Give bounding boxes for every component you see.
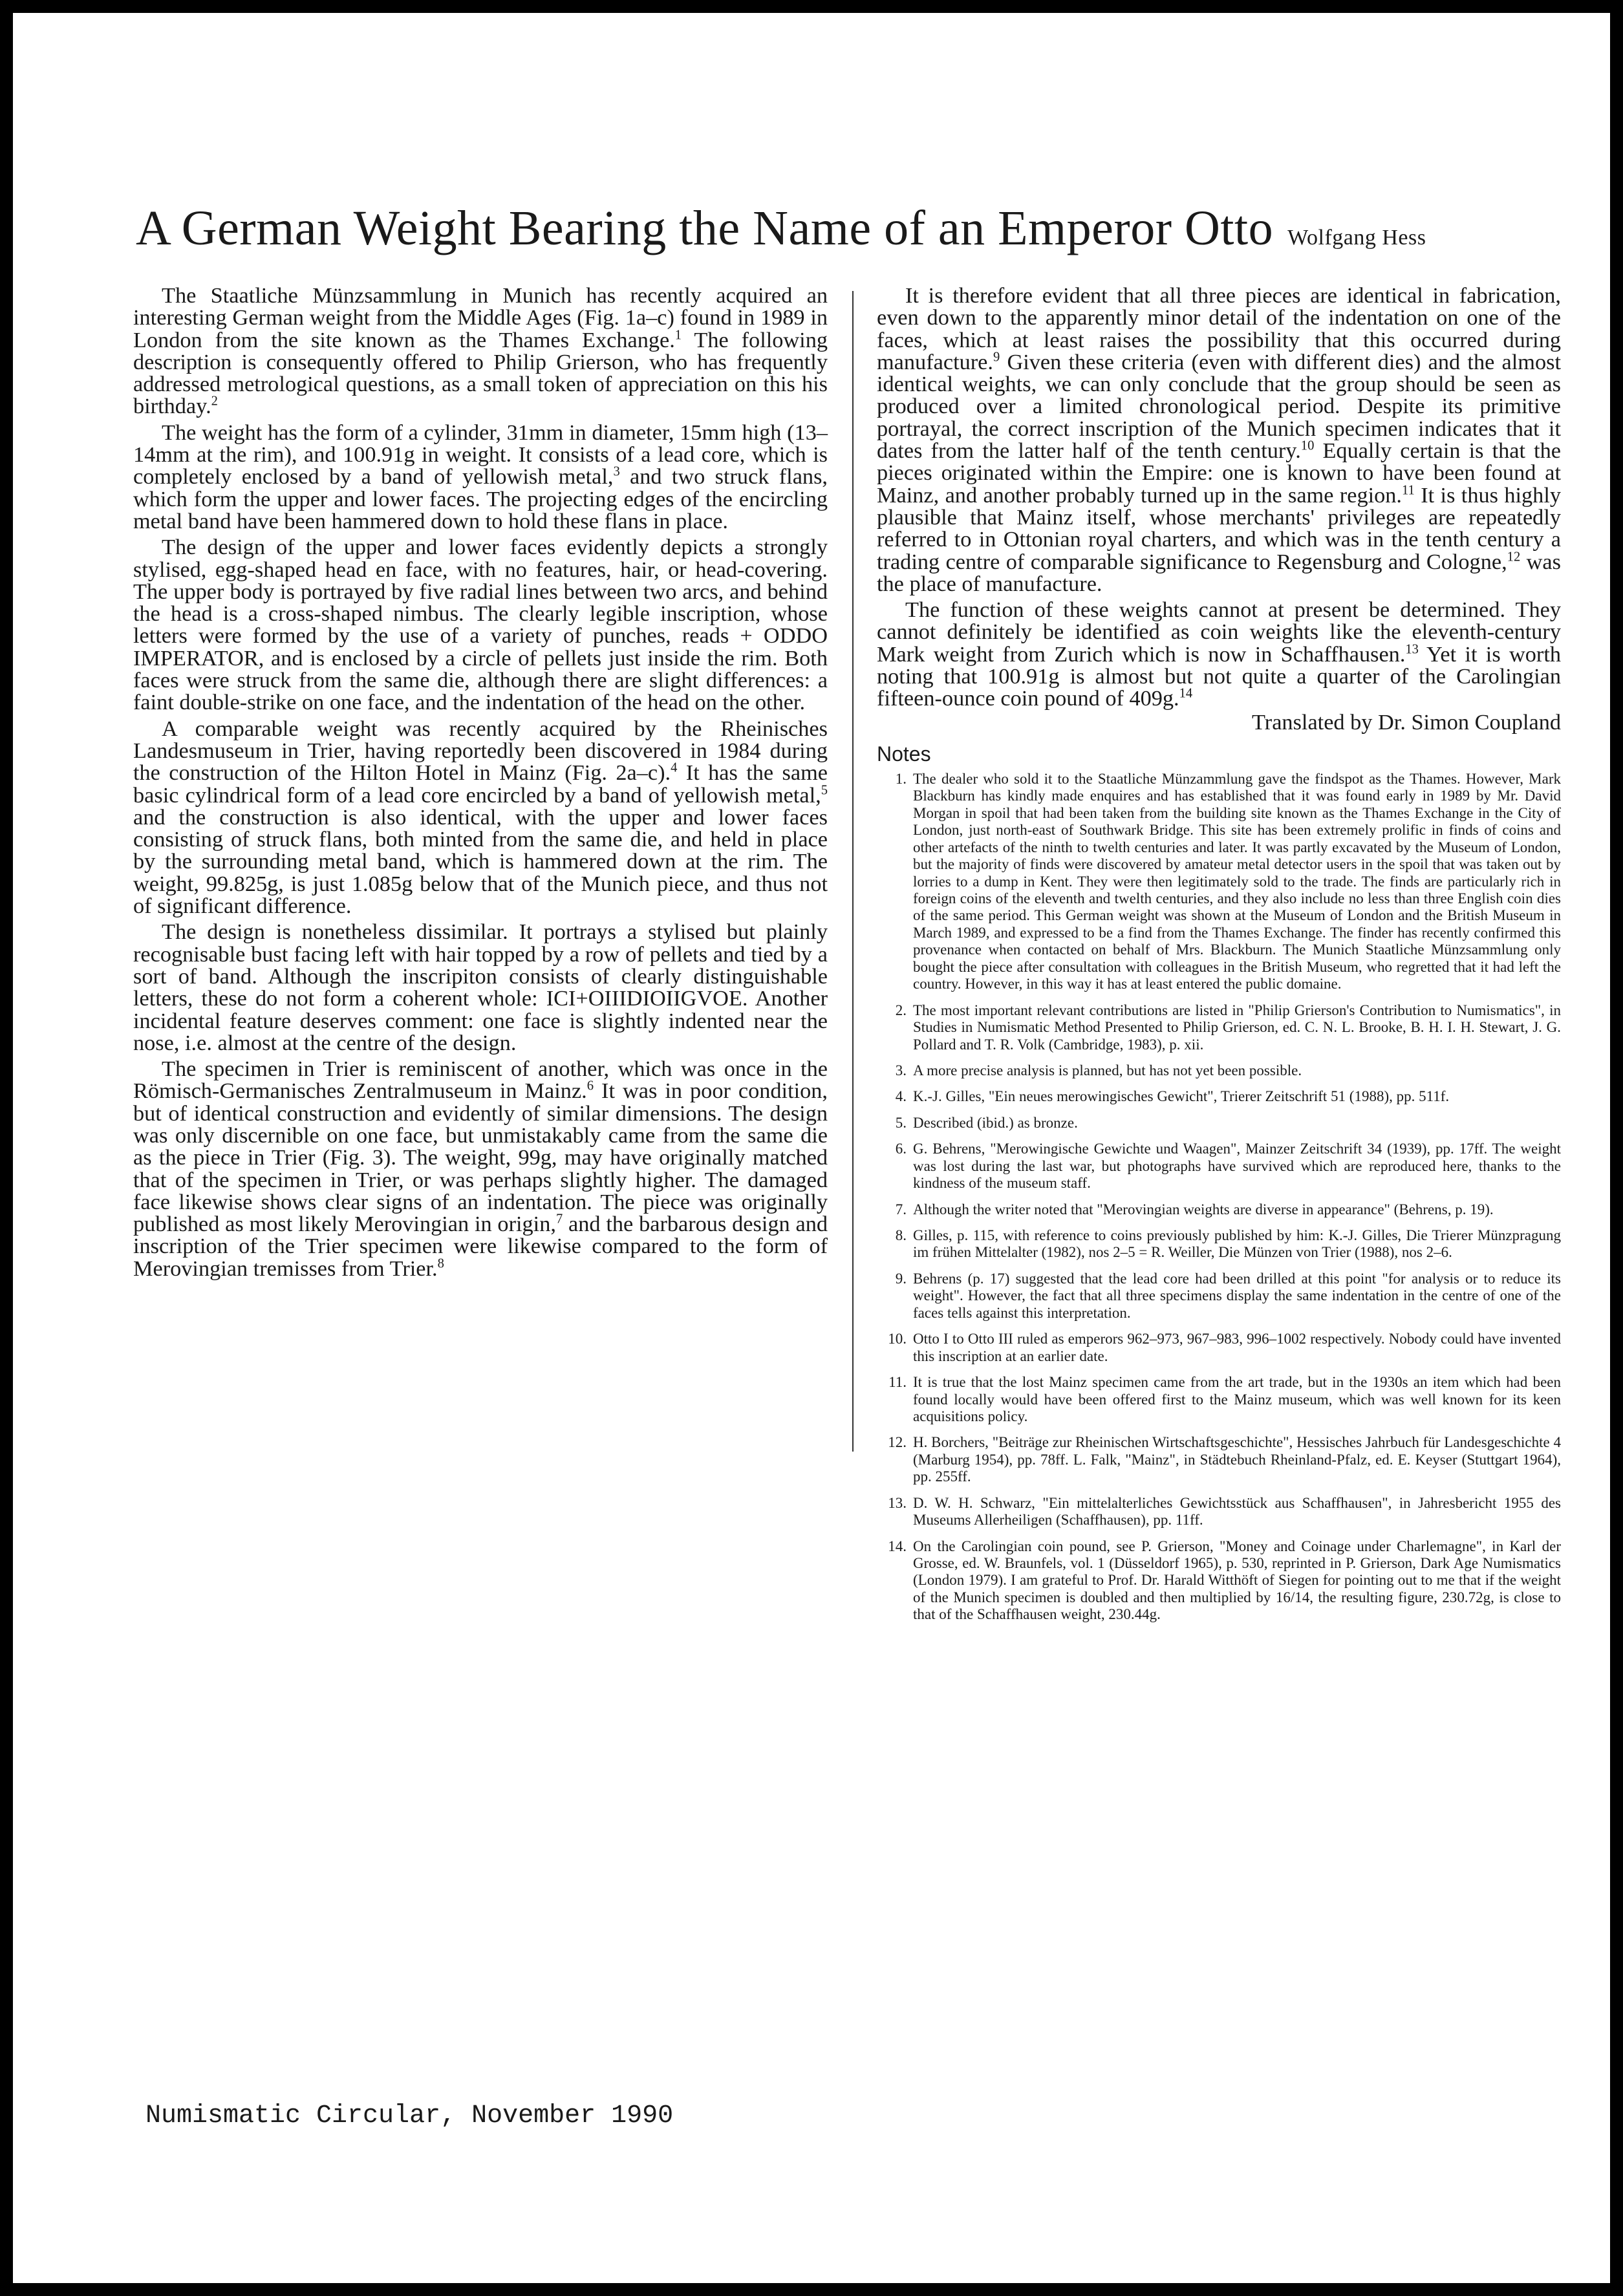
note-number: 11. xyxy=(888,1374,907,1391)
body-paragraph xyxy=(133,422,828,532)
note-number: 4. xyxy=(895,1088,907,1105)
footnote-ref: 4 xyxy=(671,760,678,775)
article-title: A German Weight Bearing the Name of an Emperor Otto xyxy=(136,201,1274,255)
note-number: 10. xyxy=(888,1331,907,1347)
note-item xyxy=(877,1201,1561,1218)
note-text: The dealer who sold it to the Staatliche Münzammlung gave the findspot as the Thames. However, Mark Blackburn has kindly made enquires and has established that it was found early in 1989 by Mr. David Morgan in spoil that had been taken from the building site known as the Thames Exchange in the City of London, just north-east of Southwark Bridge. This site has been extremely prolific in finds of coins and other artefacts of the ninth to twelth centuries and later. It was partly excavated by the Museum of London, but the majority of finds were discovered by amateur metal detector users in the spoil that was taken out by lorries to a dump in Kent. They were then legitimately sold to the trade. The finds are particularly rich in foreign coins of the eleventh and twelth centuries, and they also include no less than three English coin dies of the same period. This German weight was shown at the Museum of London and the British Museum in March 1989, and expressed to be a find from the Thames Exchange. The finder has recently confirmed this provenance when contacted on behalf of Mrs. Blackburn. The Munich Staatliche Münzsammlung only bought the piece after consultation with colleagues in the British Museum, who regretted that it had left the country. However, in this way it has at least entered the public domaine. xyxy=(913,770,1561,992)
column-divider xyxy=(852,291,854,1452)
note-text: D. W. H. Schwarz, "Ein mittelalterliches Gewichtsstück aus Schaffhausen", in Jahresbericht 1955 des Museums Allerheiligen (Schaffhausen), pp. 11ff. xyxy=(913,1494,1561,1529)
paragraph-text: and two struck flans, which form the upper and lower faces. The projecting edges of the encircling metal band have been hammered down to hold these flans in place. xyxy=(133,464,828,533)
paragraph-text: was the place of manufacture. xyxy=(877,549,1561,596)
publication-footer: Numismatic Circular, November 1990 xyxy=(145,2101,674,2130)
footnote-ref: 1 xyxy=(674,328,682,343)
notes-heading: Notes xyxy=(877,742,931,766)
footnote-ref: 10 xyxy=(1300,438,1315,453)
author-name: Wolfgang Hess xyxy=(1287,226,1426,250)
footnote-ref: 13 xyxy=(1405,642,1419,657)
paragraph-text: The design of the upper and lower faces evidently depicts a strongly stylised, egg-shaped head en face, with no features, hair, or head-covering. The upper body is portrayed by five radial lines between two arcs, and behind the head is a cross-shaped nimbus. The clearly legible inscription, whose letters were formed by the use of a variety of punches, reads + ODDO IMPERATOR, and is enclosed by a circle of pellets just inside the rim. Both faces were struck from the same die, although there are slight differences: a faint double-strike on one face, and the indentation of the head on the other. xyxy=(133,535,828,715)
note-number: 2. xyxy=(895,1002,907,1018)
paragraph-text: It has the same basic cylindrical form of a lead core encircled by a band of yellowish metal, xyxy=(133,760,828,808)
paragraph-text: The function of these weights cannot at present be determined. They cannot definitely be identified as coin weights like the eleventh-century Mark weight from Zurich which is now in Schaffhausen. xyxy=(877,597,1561,667)
paragraph-text: A comparable weight was recently acquired by the Rheinisches Landesmuseum in Trier, having reportedly been discovered in 1984 during the construction of the Hilton Hotel in Mainz (Fig. 2a–c). xyxy=(133,716,828,786)
note-text: Gilles, p. 115, with reference to coins previously published by him: K.-J. Gilles, Die Trierer Münzpragung im frühen Mittelalter (1982), nos 2–5 = R. Weiller, Die Münzen von Trier (1988), nos 2–6. xyxy=(913,1227,1561,1261)
paragraph-text: The specimen in Trier is reminiscent of another, which was once in the Römisch-Germanisches Zentralmuseum in Mainz. xyxy=(133,1057,828,1104)
paragraph-text: The design is nonetheless dissimilar. It portrays a stylised but plainly recognisable bust facing left with hair topped by a row of pellets and tied by a sort of band. Although the inscripiton consists of clearly distinguishable letters, these do not form a coherent whole: ICI+OIIIDIOIIGVOE. Another incidental feature deserves comment: one face is slightly indented near the nose, i.e. almost at the centre of the design. xyxy=(133,919,828,1055)
note-item xyxy=(877,1271,1561,1322)
note-item xyxy=(877,1115,1561,1132)
body-paragraph xyxy=(133,718,828,917)
paragraph-text: Given these criteria (even with different dies) and the almost identical weights, we can only conclude that the group should be seen as produced over a limited chronological period. Despite its primitive portrayal, the correct inscription of the Munich specimen indicates that it dates from the latter half of the tenth century. xyxy=(877,349,1561,464)
left-column xyxy=(133,284,828,1280)
paragraph-text: Yet it is worth noting that 100.91g is almost but not quite a quarter of the Carolingian fifteen-ounce coin pound of 409g. xyxy=(877,641,1561,711)
translator-credit: Translated by Dr. Simon Coupland xyxy=(1252,709,1561,735)
right-column xyxy=(877,284,1561,1633)
note-number: 7. xyxy=(895,1201,907,1218)
note-number: 12. xyxy=(888,1434,907,1451)
note-text: Behrens (p. 17) suggested that the lead core had been drilled at this point "for analysis or to reduce its weight". However, the fact that all three specimens display the same indentation in the centre of one of the faces tells against this interpretation. xyxy=(913,1270,1561,1321)
footnote-ref: 7 xyxy=(555,1212,563,1227)
note-item xyxy=(877,1331,1561,1365)
note-item xyxy=(877,771,1561,993)
note-text: On the Carolingian coin pound, see P. Grierson, "Money and Coinage under Charlemagne", in Karl der Grosse, ed. W. Braunfels, vol. 1 (Düsseldorf 1965), p. 530, reprinted in P. Grierson, Dark Age Numismatics (London 1979). I am grateful to Prof. Dr. Harald Witthöft of Siegen for pointing out to me that if the weight of the Munich specimen is doubled and then multiplied by 16/14, the resulting figure, 230.72g, is close to that of the Schaffhausen weight, 230.44g. xyxy=(913,1538,1561,1623)
body-paragraph xyxy=(877,599,1561,709)
note-text: The most important relevant contributions are listed in "Philip Grierson's Contribution to Numismatics", in Studies in Numismatic Method Presented to Philip Grierson, ed. C. N. L. Brooke, B. H. I. H. Stewart, J. G. Pollard and T. R. Volk (Cambridge, 1983), p. xii. xyxy=(913,1002,1561,1053)
note-text: Otto I to Otto III ruled as emperors 962–973, 967–983, 996–1002 respectively. Nobody could have invented this inscription at an earlier date. xyxy=(913,1331,1561,1364)
paragraph-text: It is thus highly plausible that Mainz itself, whose merchants' privileges are repeatedly referred to in Ottonian royal charters, and which was in the tenth century a trading centre of comparable significance to Regensburg and Cologne, xyxy=(877,482,1561,574)
note-text: H. Borchers, "Beiträge zur Rheinischen Wirtschaftsgeschichte", Hessisches Jahrbuch für Landesgeschichte 4 (Marburg 1954), pp. 78ff. L. Falk, "Mainz", in Städtebuch Rheinland-Pfalz, ed. E. Keyser (Stuttgart 1964), pp. 255ff. xyxy=(913,1434,1561,1485)
body-paragraph xyxy=(133,284,828,418)
note-item xyxy=(877,1002,1561,1053)
note-text: Although the writer noted that "Merovingian weights are diverse in appearance" (Behrens, p. 19). xyxy=(913,1201,1494,1218)
footnote-ref: 5 xyxy=(821,783,828,798)
right-body-text xyxy=(877,284,1561,710)
note-number: 8. xyxy=(895,1227,907,1243)
note-item xyxy=(877,1062,1561,1079)
footnote-ref: 3 xyxy=(613,464,620,479)
paragraph-text: The following description is consequently offered to Philip Grierson, who has frequently addressed metrological questions, as a small token of appreciation on this his birthday. xyxy=(133,327,828,419)
note-text: K.-J. Gilles, "Ein neues merowingisches Gewicht", Trierer Zeitschrift 51 (1988), pp. 511f. xyxy=(913,1088,1450,1105)
footnote-ref: 8 xyxy=(437,1256,444,1271)
note-number: 5. xyxy=(895,1114,907,1131)
note-number: 14. xyxy=(888,1538,907,1554)
note-item xyxy=(877,1434,1561,1485)
note-text: A more precise analysis is planned, but has not yet been possible. xyxy=(913,1062,1302,1078)
note-number: 6. xyxy=(895,1141,907,1157)
note-item xyxy=(877,1141,1561,1192)
document-page xyxy=(13,13,1610,2283)
paragraph-text: and the barbarous design and inscription of the Trier specimen were likewise compared to the form of Merovingian tremisses from Trier. xyxy=(133,1212,828,1281)
footnote-ref: 14 xyxy=(1179,686,1193,701)
footnote-ref: 11 xyxy=(1402,483,1415,498)
note-number: 3. xyxy=(895,1062,907,1078)
paragraph-text: It was in poor condition, but of identical construction and evidently of similar dimensions. The design was only discernible on one face, but unmistakably came from the same die as the piece in Trier (Fig. 3). The weight, 99g, may have originally matched that of the specimen in Trier, or was perhaps slightly higher. The damaged face likewise shows clear signs of an indentation. The piece was originally published as most likely Merovingian in origin, xyxy=(133,1078,828,1237)
body-paragraph xyxy=(133,536,828,713)
note-item xyxy=(877,1227,1561,1261)
paragraph-text: The Staatliche Münzsammlung in Munich has recently acquired an interesting German weight from the Middle Ages (Fig. 1a–c) found in 1989 in London from the site known as the Thames Exchange. xyxy=(133,283,828,352)
paragraph-text: and the construction is also identical, with the upper and lower faces consisting of struck flans, both minted from the same die, and held in place by the surrounding metal band, which is hammered down at the rim. The weight, 99.825g, is just 1.085g below that of the Munich piece, and thus not of significant difference. xyxy=(133,804,828,919)
paragraph-text: It is therefore evident that all three pieces are identical in fabrication, even down to the apparently minor detail of the indentation on one of the faces, which at least raises the possibility that this occurred during manufacture. xyxy=(877,283,1561,374)
note-item xyxy=(877,1538,1561,1624)
note-text: Described (ibid.) as bronze. xyxy=(913,1114,1078,1131)
paragraph-text: Equally certain is that the pieces originated within the Empire: one is known to have been found at Mainz, and another probably turned up in the same region. xyxy=(877,438,1562,508)
note-number: 9. xyxy=(895,1270,907,1287)
body-paragraph xyxy=(133,1058,828,1280)
article-title-line xyxy=(136,200,1426,257)
body-paragraph xyxy=(877,284,1561,595)
body-paragraph xyxy=(133,921,828,1054)
notes-list xyxy=(877,771,1561,1624)
note-item xyxy=(877,1495,1561,1529)
note-text: It is true that the lost Mainz specimen came from the art trade, but in the 1930s an item which had been found locally would have been offered first to the Mainz museum, which was well known for its keen acquisitions policy. xyxy=(913,1374,1561,1424)
footnote-ref: 6 xyxy=(586,1078,594,1093)
note-number: 13. xyxy=(888,1494,907,1511)
note-item xyxy=(877,1374,1561,1425)
footnote-ref: 9 xyxy=(993,350,1000,365)
note-item xyxy=(877,1088,1561,1105)
note-text: G. Behrens, "Merowingische Gewichte und Waagen", Mainzer Zeitschrift 34 (1939), pp. 17ff. The weight was lost during the last war, but photographs have survived which are reproduced here, thanks to the kindness of the museum staff. xyxy=(913,1141,1561,1192)
footnote-ref: 12 xyxy=(1507,550,1521,564)
paragraph-text: The weight has the form of a cylinder, 31mm in diameter, 15mm high (13–14mm at the rim), and 100.91g in weight. It consists of a lead core, which is completely enclosed by a band of yellowish metal, xyxy=(133,420,828,489)
footnote-ref: 2 xyxy=(211,394,218,409)
note-number: 1. xyxy=(895,770,907,787)
